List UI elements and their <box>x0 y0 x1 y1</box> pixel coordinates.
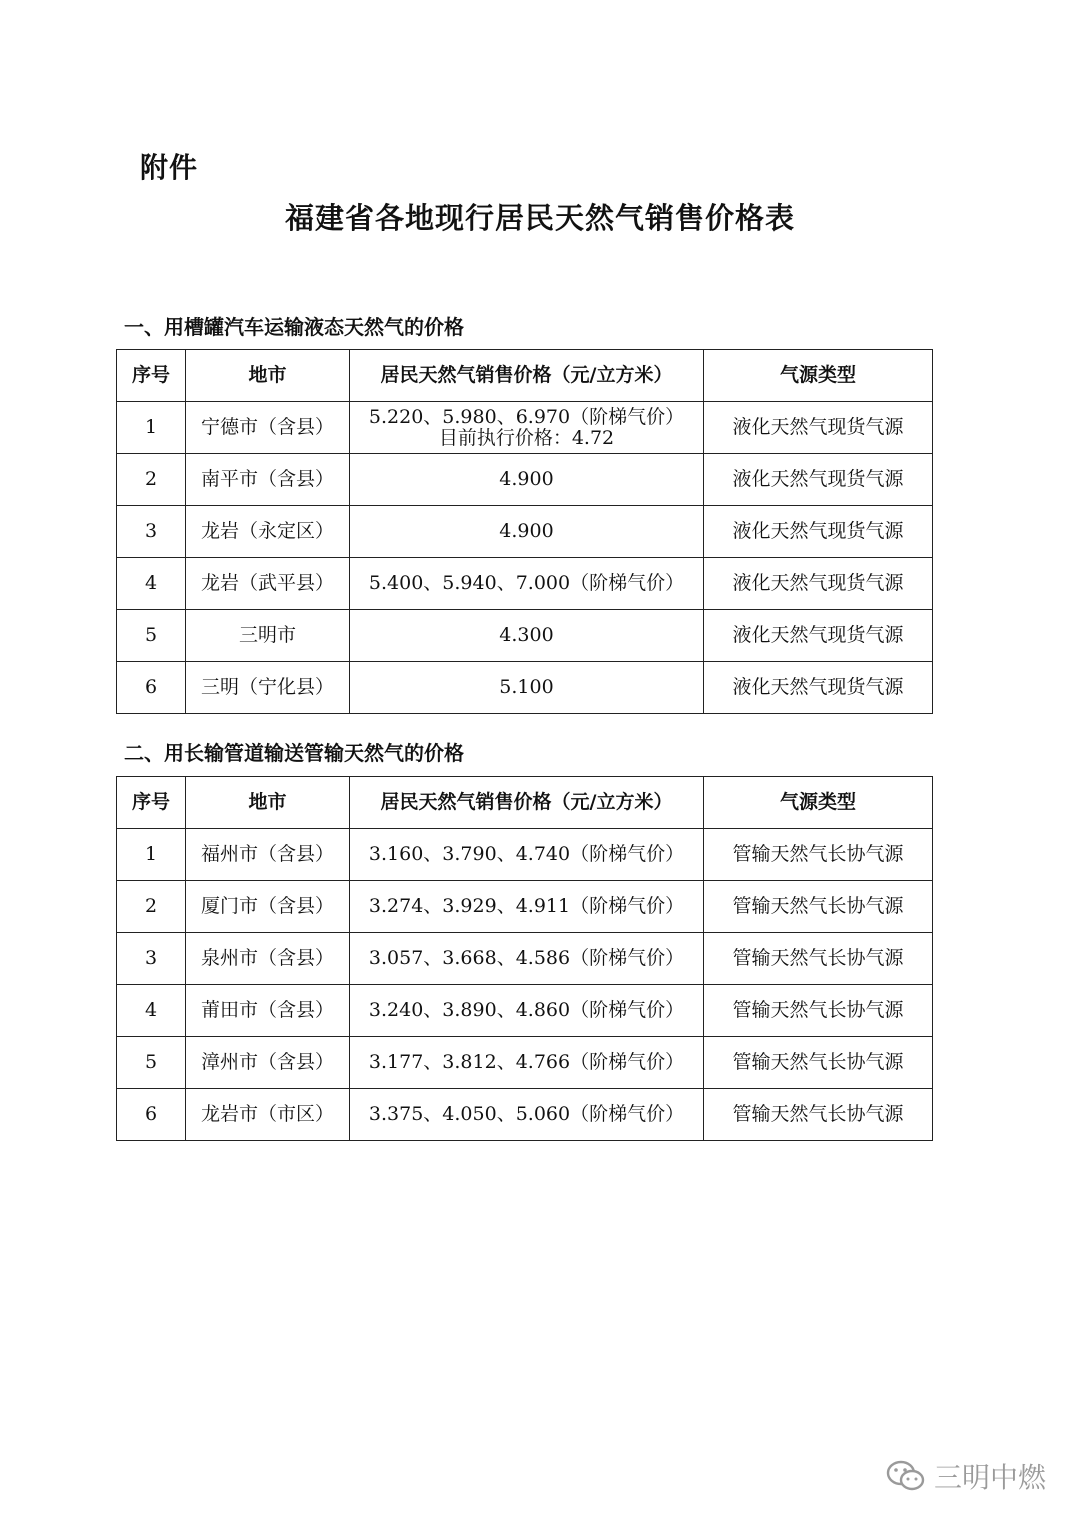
table-row <box>117 985 933 1037</box>
row-price: 4.900 <box>350 506 704 558</box>
row-price: 4.300 <box>350 610 704 662</box>
row-no: 2 <box>117 881 186 933</box>
row-city: 宁德市（含县） <box>186 402 350 454</box>
row-city: 龙岩（武平县） <box>186 558 350 610</box>
row-no: 2 <box>117 454 186 506</box>
table-header-row <box>117 350 933 402</box>
row-no: 4 <box>117 985 186 1037</box>
row-no: 1 <box>117 402 186 454</box>
row-source: 管输天然气长协气源 <box>704 933 933 985</box>
row-price: 3.274、3.929、4.911（阶梯气价） <box>350 881 704 933</box>
row-no: 6 <box>117 662 186 714</box>
table-header-row <box>117 777 933 829</box>
row-price <box>350 402 704 454</box>
row-price: 4.900 <box>350 454 704 506</box>
row-no: 3 <box>117 506 186 558</box>
header-city: 地市 <box>186 350 350 402</box>
header-price: 居民天然气销售价格（元/立方米） <box>350 777 704 829</box>
row-city: 三明市 <box>186 610 350 662</box>
header-price: 居民天然气销售价格（元/立方米） <box>350 350 704 402</box>
row-no: 6 <box>117 1089 186 1141</box>
table-row <box>117 933 933 985</box>
section2-heading: 二、用长输管道输送管输天然气的价格 <box>124 741 464 765</box>
table-row <box>117 402 933 454</box>
row-price: 3.375、4.050、5.060（阶梯气价） <box>350 1089 704 1141</box>
row-city: 龙岩市（市区） <box>186 1089 350 1141</box>
header-source: 气源类型 <box>704 777 933 829</box>
price-value: 5.220、5.980、6.970（阶梯气价） <box>368 405 685 428</box>
price-note: 目前执行价格：4.72 <box>438 426 615 449</box>
row-no: 3 <box>117 933 186 985</box>
row-source: 管输天然气长协气源 <box>704 1089 933 1141</box>
row-no: 1 <box>117 829 186 881</box>
header-no: 序号 <box>117 777 186 829</box>
table-row <box>117 610 933 662</box>
row-source: 管输天然气长协气源 <box>704 881 933 933</box>
row-source: 管输天然气长协气源 <box>704 985 933 1037</box>
table-row <box>117 1037 933 1089</box>
row-price: 3.160、3.790、4.740（阶梯气价） <box>350 829 704 881</box>
watermark <box>886 1456 1046 1496</box>
row-city: 福州市（含县） <box>186 829 350 881</box>
watermark-text: 三明中燃 <box>933 1461 1046 1494</box>
row-city: 漳州市（含县） <box>186 1037 350 1089</box>
row-city: 莆田市（含县） <box>186 985 350 1037</box>
table-row <box>117 829 933 881</box>
row-source: 液化天然气现货气源 <box>704 506 933 558</box>
row-price: 3.240、3.890、4.860（阶梯气价） <box>350 985 704 1037</box>
document-title: 福建省各地现行居民天然气销售价格表 <box>284 201 795 235</box>
row-source: 管输天然气长协气源 <box>704 829 933 881</box>
row-source: 液化天然气现货气源 <box>704 402 933 454</box>
lng-price-table <box>116 349 933 714</box>
row-price: 3.057、3.668、4.586（阶梯气价） <box>350 933 704 985</box>
header-city: 地市 <box>186 777 350 829</box>
section1-heading: 一、用槽罐汽车运输液态天然气的价格 <box>124 315 464 339</box>
row-source: 液化天然气现货气源 <box>704 454 933 506</box>
table-row <box>117 1089 933 1141</box>
row-price: 5.400、5.940、7.000（阶梯气价） <box>350 558 704 610</box>
attachment-label: 附件 <box>140 151 199 184</box>
pipeline-price-table <box>116 776 933 1141</box>
table-row <box>117 558 933 610</box>
row-source: 液化天然气现货气源 <box>704 610 933 662</box>
row-source: 液化天然气现货气源 <box>704 558 933 610</box>
table-row <box>117 506 933 558</box>
table-row <box>117 662 933 714</box>
header-no: 序号 <box>117 350 186 402</box>
row-price: 5.100 <box>350 662 704 714</box>
row-city: 泉州市（含县） <box>186 933 350 985</box>
row-no: 5 <box>117 1037 186 1089</box>
row-city: 三明（宁化县） <box>186 662 350 714</box>
table-row <box>117 454 933 506</box>
row-source: 管输天然气长协气源 <box>704 1037 933 1089</box>
row-city: 南平市（含县） <box>186 454 350 506</box>
header-source: 气源类型 <box>704 350 933 402</box>
table-row <box>117 881 933 933</box>
row-source: 液化天然气现货气源 <box>704 662 933 714</box>
row-city: 厦门市（含县） <box>186 881 350 933</box>
wechat-icon <box>886 1459 926 1493</box>
row-no: 4 <box>117 558 186 610</box>
row-price: 3.177、3.812、4.766（阶梯气价） <box>350 1037 704 1089</box>
row-no: 5 <box>117 610 186 662</box>
row-city: 龙岩（永定区） <box>186 506 350 558</box>
